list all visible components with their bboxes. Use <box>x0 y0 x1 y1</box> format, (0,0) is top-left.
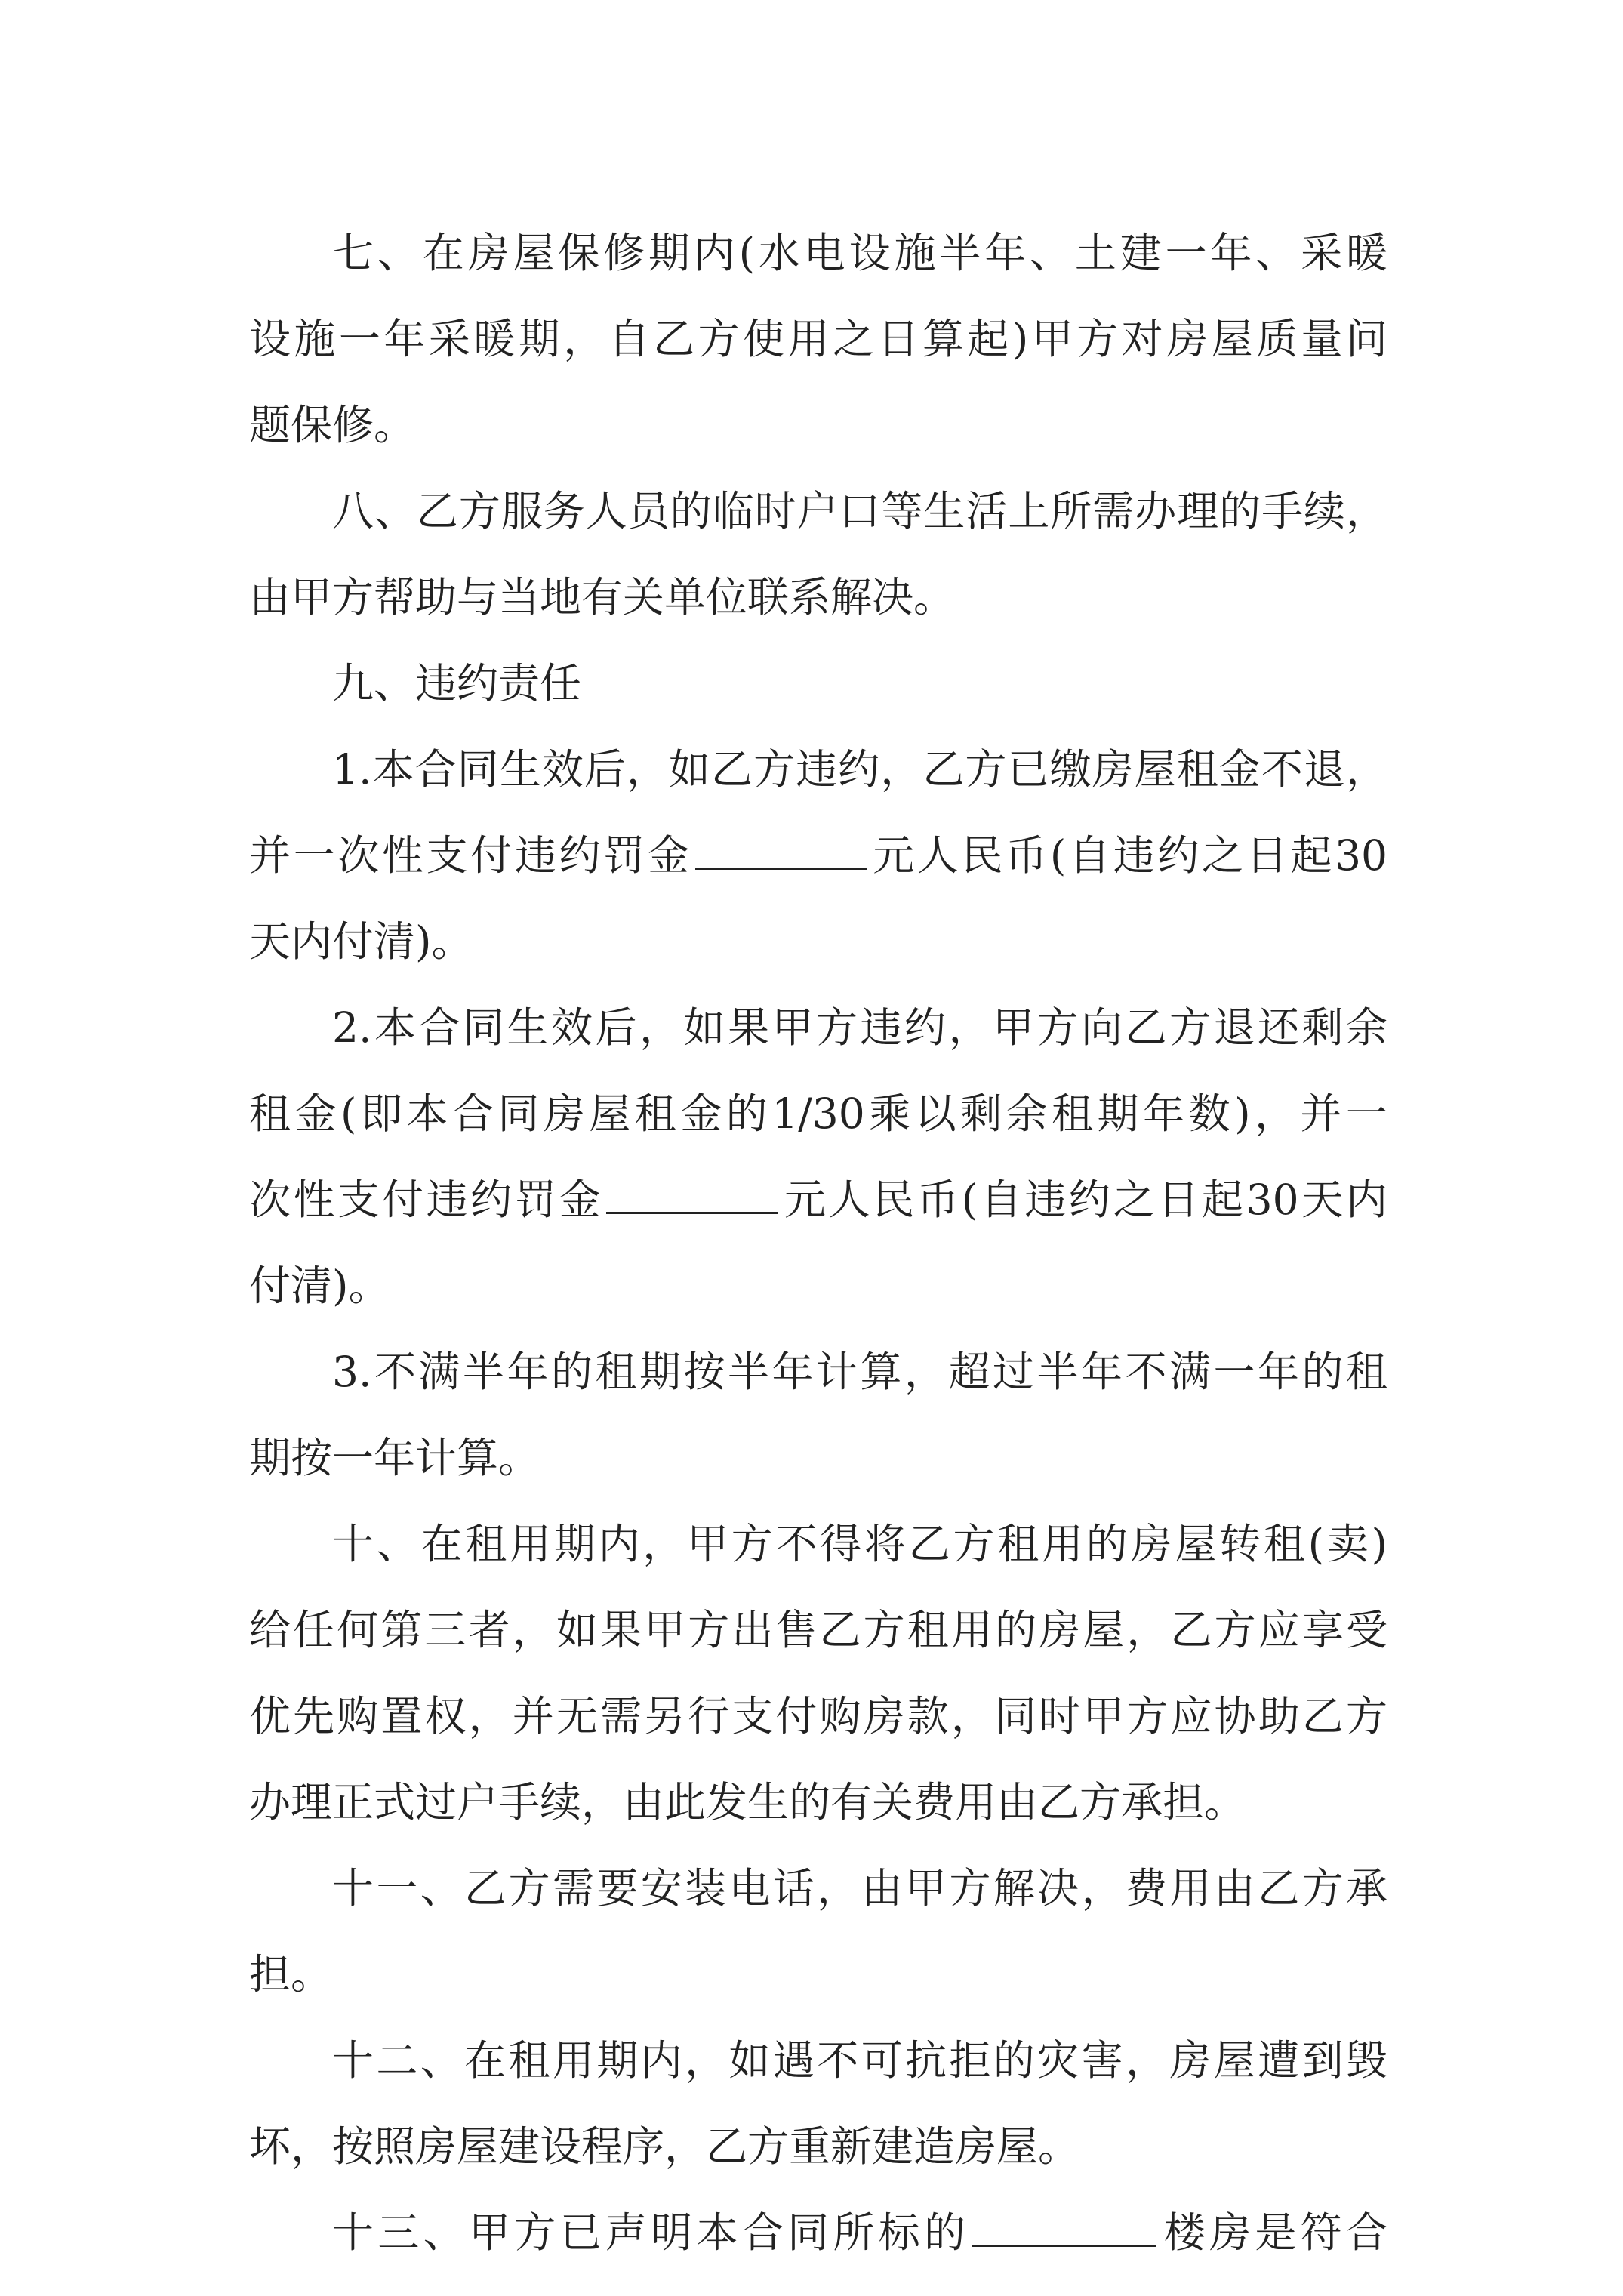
clause-9-3-line-1: 3.不满半年的租期按半年计算，超过半年不满一年的租 <box>332 1348 1387 1396</box>
clause-13-text-after-blank: 楼房是符合 <box>1160 2208 1387 2257</box>
clause-10-line-4: 办理正式过户手续，由此发生的有关费用由乙方承担。 <box>249 1778 1246 1826</box>
clause-9-2-line-2: 租金(即本合同房屋租金的1/30乘以剩余租期年数)，并一 <box>249 1089 1387 1138</box>
clause-8-line-1: 八、乙方服务人员的临时户口等生活上所需办理的手续， <box>332 487 1387 535</box>
clause-9-1-line-2 <box>249 812 1387 898</box>
clause-12-line-2: 坏，按照房屋建设程序，乙方重新建造房屋。 <box>249 2122 1080 2171</box>
clause-9-1-line-3: 天内付清)。 <box>249 917 473 966</box>
clause-13-line-1 <box>249 2190 1387 2276</box>
penalty-amount-blank-2 <box>606 1174 778 1214</box>
clause-9-2-line-4: 付清)。 <box>249 1262 390 1310</box>
clause-9-heading: 九、违约责任 <box>332 659 582 707</box>
clause-10-line-1: 十、在租用期内，甲方不得将乙方租用的房屋转租(卖) <box>332 1520 1387 1568</box>
penalty-amount-blank-1 <box>695 830 867 870</box>
clause-9-1-text-after-blank: 元人民币(自违约之日起30 <box>870 831 1387 880</box>
clause-9-2-text-before-blank: 次性支付违约罚金 <box>249 1176 604 1224</box>
document-body <box>249 210 1387 2276</box>
property-name-blank <box>972 2207 1156 2247</box>
clause-10-line-2: 给任何第三者，如果甲方出售乙方租用的房屋，乙方应享受 <box>249 1606 1387 1654</box>
clause-11-line-1: 十一、乙方需要安装电话，由甲方解决，费用由乙方承 <box>332 1864 1387 1912</box>
clause-11-line-2: 担。 <box>249 1950 333 1999</box>
clause-7-line-2: 设施一年采暖期，自乙方使用之日算起)甲方对房屋质量问 <box>249 315 1387 363</box>
clause-13-text-before-blank: 十三、甲方已声明本合同所标的 <box>332 2208 970 2257</box>
clause-9-2-text-after-blank: 元人民币(自违约之日起30天内 <box>781 1176 1387 1224</box>
clause-12-line-1: 十二、在租用期内，如遇不可抗拒的灾害，房屋遭到毁 <box>332 2036 1387 2085</box>
clause-7-line-1: 七、在房屋保修期内(水电设施半年、土建一年、采暖 <box>332 229 1387 277</box>
clause-10-line-3: 优先购置权，并无需另行支付购房款，同时甲方应协助乙方 <box>249 1692 1387 1740</box>
clause-9-2-line-3 <box>249 1157 1387 1243</box>
clause-9-1-text-before-blank: 并一次性支付违约罚金 <box>249 831 692 880</box>
clause-9-1-line-1: 1.本合同生效后，如乙方违约，乙方已缴房屋租金不退， <box>332 745 1387 794</box>
clause-8-line-2: 由甲方帮助与当地有关单位联系解决。 <box>249 573 956 621</box>
clause-7-line-3: 题保修。 <box>249 401 416 449</box>
clause-9-3-line-2: 期按一年计算。 <box>249 1434 540 1482</box>
clause-9-2-line-1: 2.本合同生效后，如果甲方违约，甲方向乙方退还剩余 <box>332 1003 1387 1052</box>
